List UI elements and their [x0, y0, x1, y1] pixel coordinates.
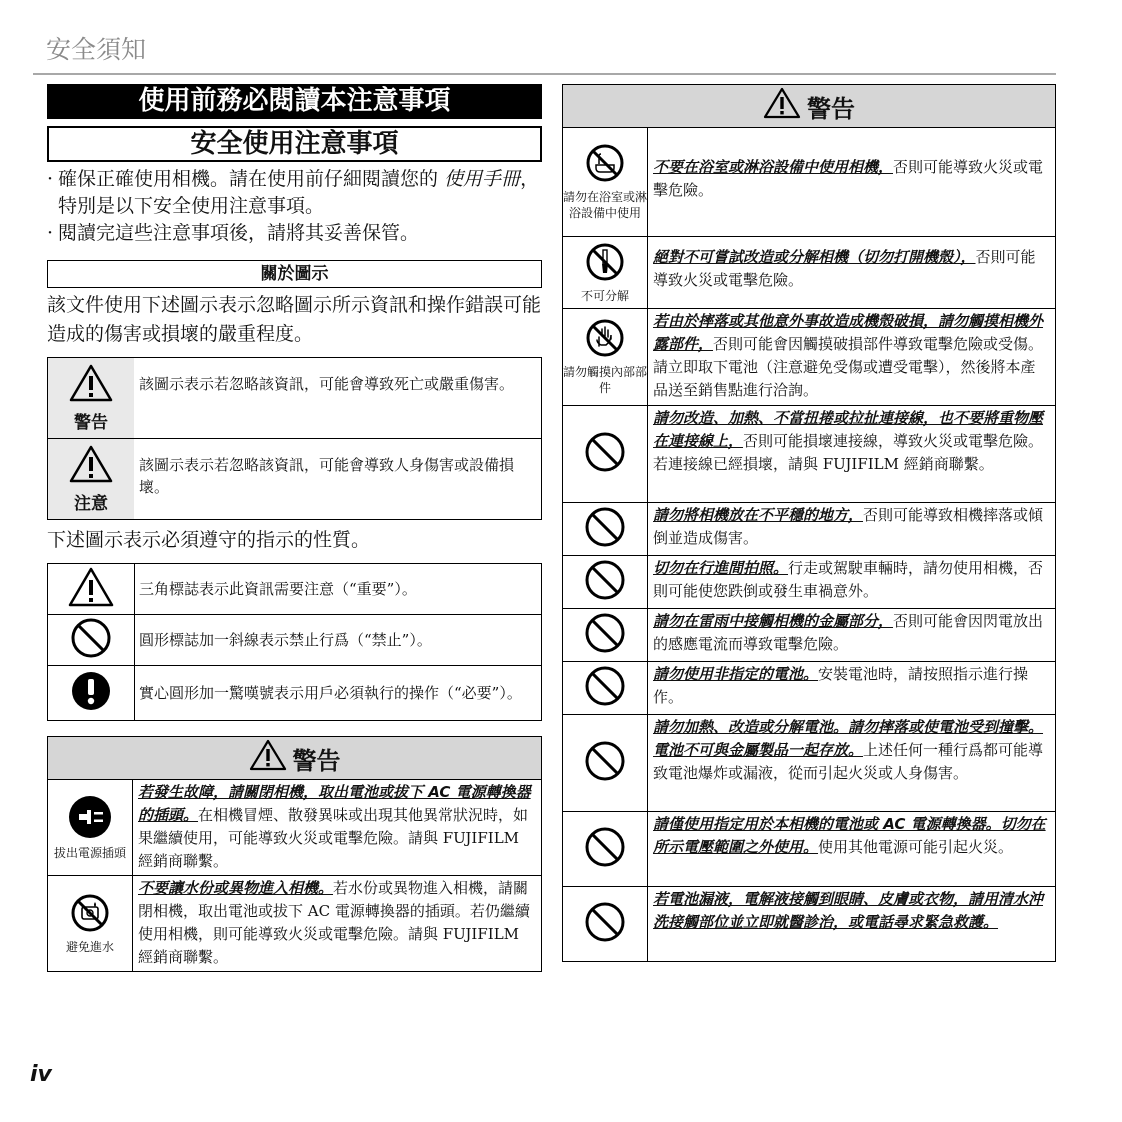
warning-row — [48, 780, 541, 875]
legend-row-caution — [48, 438, 541, 519]
mandatory-exclamation-icon — [71, 671, 111, 715]
warning-row — [563, 128, 1055, 236]
severity-legend-table — [47, 357, 542, 520]
warning-text: 請勿改造、加熱、不當扭捲或拉扯連接線，也不要將重物壓在連接線上，否則可能損壞連接線，導致火災或電擊危險。若連接線已經損壞，請與 FUJIFILM 經銷商聯繫。 — [653, 409, 1044, 473]
warning-caption: 拔出電源插頭 — [53, 845, 126, 860]
warning-text: 不要在浴室或淋浴設備中使用相機，否則可能導致火災或電擊危險。 — [653, 158, 1044, 199]
right-column — [562, 84, 1056, 962]
warning-row — [563, 405, 1055, 502]
warning-row — [48, 875, 541, 971]
warning-row — [563, 308, 1055, 405]
warning-header: 警告 — [48, 737, 541, 780]
warning-text: 若電池漏液，電解液接觸到眼睛、皮膚或衣物，請用清水沖洗接觸部位並立即就醫診治，或電話尋求緊急救護。 — [653, 890, 1044, 931]
warning-text: 若由於摔落或其他意外事故造成機殼破損，請勿觸摸相機外露部件，否則可能會因觸摸破損部件導致電擊危險或受傷。請立即取下電池（注意避免受傷或遭受電擊），然後將本產品送至銷售點進行洽詢。 — [653, 312, 1044, 399]
warning-text: 若發生故障，請關閉相機，取出電池或拔下 AC 電源轉換器的插頭。在相機冒煙、散發異味或出現其他異常狀況時，如果繼續使用，可能導致火災或電擊危險。請與 FUJIFILM 經銷商聯繫。 — [138, 783, 531, 870]
prohibited-icon — [584, 665, 626, 711]
page-number: iv — [30, 1062, 52, 1087]
warning-row — [563, 608, 1055, 661]
warning-triangle-icon — [763, 87, 807, 125]
warning-row — [563, 502, 1055, 555]
warning-row — [563, 236, 1055, 308]
prohibited-icon — [584, 559, 626, 605]
left-column — [47, 84, 542, 972]
no-disassembly-icon — [585, 242, 625, 286]
warning-triangle-icon — [249, 739, 293, 777]
warning-caption: 請勿觸摸內部部件 — [563, 365, 648, 395]
intro-bullet-1: · 確保正確使用相機。請在使用前仔細閱讀您的 使用手冊，特別是以下安全使用注意事項。 — [47, 168, 540, 217]
safety-notes-title: 安全使用注意事項 — [47, 126, 542, 162]
warning-row — [563, 886, 1055, 961]
prohibited-icon — [584, 506, 626, 552]
intro-bullet-2: · 閱讀完這些注意事項後，請將其妥善保管。 — [47, 222, 420, 244]
prohibited-icon — [584, 826, 626, 872]
warning-text: 請勿在雷雨中接觸相機的金屬部分，否則可能會因閃電放出的感應電流而導致電擊危險。 — [653, 612, 1044, 653]
about-icons-title: 關於圖示 — [47, 260, 542, 288]
prohibited-icon — [70, 617, 112, 663]
header-rule — [33, 73, 1056, 75]
read-before-use-banner: 使用前務必閱讀本注意事項 — [47, 84, 542, 119]
symbol-text: 圓形標誌加一斜線表示禁止行爲（“禁止”）。 — [139, 631, 432, 649]
symbols-intro: 下述圖示表示必須遵守的指示的性質。 — [47, 529, 371, 551]
no-water-icon — [70, 893, 110, 937]
about-icons-text: 該文件使用下述圖示表示忽略圖示所示資訊和操作錯誤可能造成的傷害或損壞的嚴重程度。 — [47, 294, 542, 345]
warning-triangle-icon — [69, 364, 113, 406]
warning-caption: 請勿在浴室或淋浴設備中使用 — [563, 190, 648, 220]
warning-row — [563, 661, 1055, 714]
legend-text: 該圖示表示若忽略該資訊，可能會導致死亡或嚴重傷害。 — [139, 375, 515, 393]
legend-label: 注意 — [74, 493, 108, 514]
instruction-symbols-table — [47, 563, 542, 721]
warning-text: 請勿將相機放在不平穩的地方，否則可能導致相機摔落或傾倒並造成傷害。 — [653, 506, 1044, 547]
symbol-text: 實心圓形加一驚嘆號表示用戶必須執行的操作（“必要”）。 — [139, 684, 522, 702]
warning-caption: 避免進水 — [65, 939, 114, 954]
no-bathroom-icon — [585, 143, 625, 187]
warning-text: 不要讓水份或異物進入相機。若水份或異物進入相機，請關閉相機，取出電池或拔下 AC 電源轉換器的插頭。若仍繼續使用相機，則可能導致火災或電擊危險。請與 FUJIFILM 經銷商聯繫。 — [138, 879, 530, 966]
legend-label: 警告 — [74, 412, 108, 433]
legend-text: 該圖示表示若忽略該資訊，可能會導致人身傷害或設備損壞。 — [139, 456, 515, 496]
triangle-exclamation-icon — [68, 567, 114, 611]
symbol-text: 三角標誌表示此資訊需要注意（“重要”）。 — [139, 580, 417, 598]
prohibited-icon — [584, 901, 626, 947]
warning-table-left — [47, 736, 542, 972]
warning-header: 警告 — [563, 85, 1055, 128]
symbol-row-mandatory — [48, 665, 541, 720]
warning-text: 請勿使用非指定的電池。安裝電池時，請按照指示進行操作。 — [653, 665, 1029, 706]
warning-text: 請勿加熱、改造或分解電池。請勿摔落或使電池受到撞擊。電池不可與金屬製品一起存放。上述任何一種行爲都可能導致電池爆炸或漏液，從而引起火災或人身傷害。 — [653, 718, 1044, 782]
page-header: 安全須知 — [46, 35, 147, 64]
unplug-icon — [68, 795, 112, 843]
no-touch-icon — [585, 318, 625, 362]
symbol-row-important — [48, 564, 541, 614]
warning-text: 請僅使用指定用於本相機的電池或 AC 電源轉換器。切勿在所示電壓範圍之外使用。使用其他電源可能引起火災。 — [653, 815, 1046, 856]
warning-text: 絕對不可嘗試改造或分解相機（切勿打開機殼），否則可能導致火災或電擊危險。 — [653, 248, 1036, 289]
warning-row — [563, 555, 1055, 608]
symbol-row-prohibited — [48, 614, 541, 665]
manual-link-text: 使用手冊 — [444, 168, 521, 190]
warning-text: 切勿在行進間拍照。行走或駕駛車輛時，請勿使用相機，否則可能使您跌倒或發生車禍意外。 — [653, 559, 1044, 600]
warning-caption: 不可分解 — [580, 288, 629, 303]
prohibited-icon — [584, 431, 626, 477]
caution-triangle-icon — [69, 445, 113, 487]
prohibited-icon — [584, 740, 626, 786]
warning-row — [563, 811, 1055, 886]
warning-table-right — [562, 84, 1056, 962]
prohibited-icon — [584, 612, 626, 658]
intro-bullets — [47, 166, 542, 247]
warning-row — [563, 714, 1055, 811]
legend-row-warning — [48, 358, 541, 438]
